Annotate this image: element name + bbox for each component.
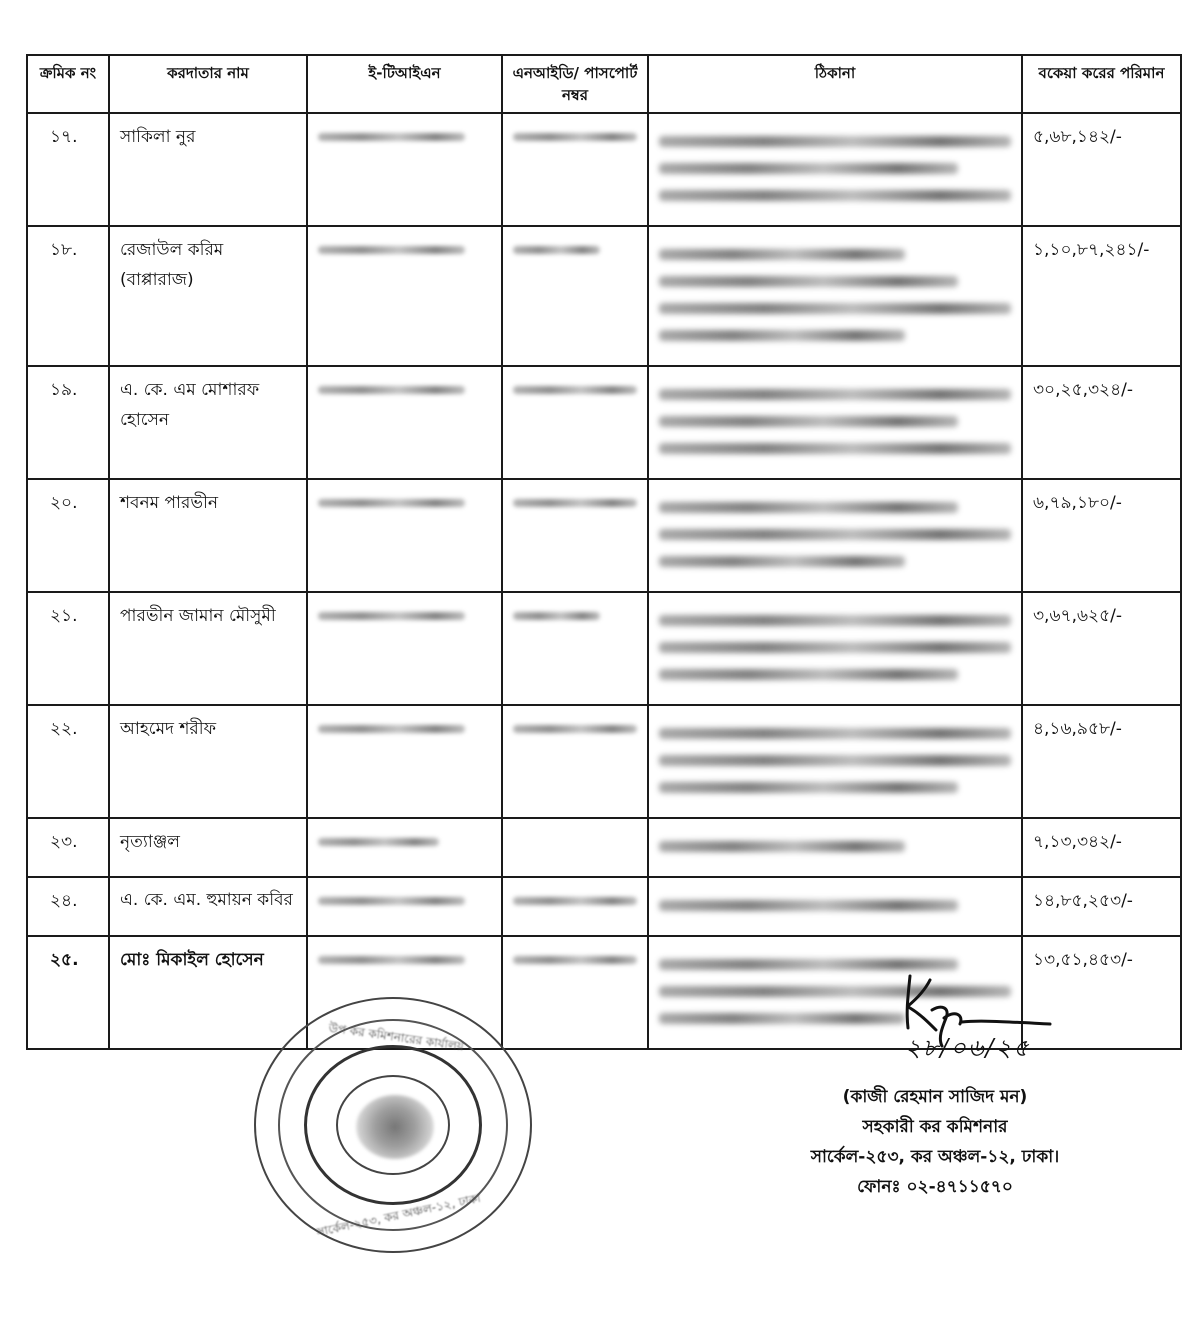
address-cell-redacted [648, 877, 1022, 936]
name-cell: পারভীন জামান মৌসুমী [109, 592, 307, 705]
address-cell-redacted [648, 818, 1022, 877]
name-cell: সাকিলা নুর [109, 113, 307, 226]
amount-cell: ১৩,৫১,৪৫৩/- [1022, 936, 1181, 1049]
table-row [27, 705, 1181, 818]
name-cell: মোঃ মিকাইল হোসেন [109, 936, 307, 1049]
address-cell-redacted [648, 366, 1022, 479]
etin-cell-redacted [307, 226, 502, 366]
seal-text-bottom: সার্কেল-২৫৩, কর অঞ্চল-১২, ঢাকা [315, 1190, 482, 1240]
serial-cell: ২৪. [27, 877, 109, 936]
address-cell-redacted [648, 592, 1022, 705]
etin-cell-redacted [307, 592, 502, 705]
name-cell: নৃত্যাঞ্জল [109, 818, 307, 877]
nid-cell-redacted [502, 226, 648, 366]
header-nid: এনআইডি/ পাসপোর্ট নম্বর [502, 55, 648, 113]
nid-cell-redacted [502, 818, 648, 877]
amount-cell: ১৪,৮৫,২৫৩/- [1022, 877, 1181, 936]
serial-cell: ২৩. [27, 818, 109, 877]
address-cell-redacted [648, 113, 1022, 226]
nid-cell-redacted [502, 366, 648, 479]
amount-cell: ১,১০,৮৭,২৪১/- [1022, 226, 1181, 366]
header-address: ঠিকানা [648, 55, 1022, 113]
official-seal [254, 997, 532, 1253]
amount-cell: ৬,৭৯,১৮০/- [1022, 479, 1181, 592]
etin-cell-redacted [307, 366, 502, 479]
serial-cell: ২২. [27, 705, 109, 818]
header-name: করদাতার নাম [109, 55, 307, 113]
name-cell: শবনম পারভীন [109, 479, 307, 592]
name-cell: আহমেদ শরীফ [109, 705, 307, 818]
amount-cell: ৫,৬৮,১৪২/- [1022, 113, 1181, 226]
officer-designation: সহকারী কর কমিশনার [862, 1117, 1008, 1137]
table-row [27, 818, 1181, 877]
header-etin: ই-টিআইএন [307, 55, 502, 113]
etin-cell-redacted [307, 705, 502, 818]
table-row [27, 877, 1181, 936]
etin-cell-redacted [307, 818, 502, 877]
nid-cell-redacted [502, 936, 648, 1049]
nid-cell-redacted [502, 592, 648, 705]
table-header-row [27, 55, 1181, 113]
officer-office: সার্কেল-২৫৩, কর অঞ্চল-১২, ঢাকা। [810, 1147, 1060, 1167]
amount-cell: ৩০,২৫,৩২৪/- [1022, 366, 1181, 479]
address-cell-redacted [648, 705, 1022, 818]
name-cell: রেজাউল করিম (বাপ্পারাজ) [109, 226, 307, 366]
address-cell-redacted [648, 479, 1022, 592]
address-cell-redacted [648, 226, 1022, 366]
nid-cell-redacted [502, 113, 648, 226]
officer-phone: ফোনঃ ০২-৪৭১১৫৭০ [857, 1177, 1013, 1197]
officer-name: (কাজী রেহমান সাজিদ মন) [842, 1087, 1028, 1107]
tax-defaulter-table [26, 54, 1182, 1050]
tax-defaulter-table-wrap [26, 54, 1180, 1050]
amount-cell: ৭,১৩,৩৪২/- [1022, 818, 1181, 877]
nid-cell-redacted [502, 877, 648, 936]
nid-cell-redacted [502, 479, 648, 592]
seal-emblem-icon [356, 1095, 434, 1159]
seal-text-top: উপ কর কমিশনারের কার্যালয় [327, 1020, 465, 1054]
header-amount: বকেয়া করের পরিমান [1022, 55, 1181, 113]
name-cell: এ. কে. এম মোশারফ হোসেন [109, 366, 307, 479]
serial-cell: ২৫. [27, 936, 109, 1049]
header-serial: ক্রমিক নং [27, 55, 109, 113]
serial-cell: ১৭. [27, 113, 109, 226]
serial-cell: ২০. [27, 479, 109, 592]
serial-cell: ১৮. [27, 226, 109, 366]
name-cell: এ. কে. এম. হুমায়ন কবির [109, 877, 307, 936]
etin-cell-redacted [307, 113, 502, 226]
amount-cell: ৪,১৬,৯৫৮/- [1022, 705, 1181, 818]
table-row [27, 366, 1181, 479]
etin-cell-redacted [307, 479, 502, 592]
table-row [27, 479, 1181, 592]
nid-cell-redacted [502, 705, 648, 818]
etin-cell-redacted [307, 877, 502, 936]
serial-cell: ১৯. [27, 366, 109, 479]
table-row [27, 226, 1181, 366]
officer-block [760, 1082, 1110, 1202]
table-row [27, 113, 1181, 226]
signature-date: ২৮/০৬/২৫ [905, 1034, 1031, 1062]
serial-cell: ২১. [27, 592, 109, 705]
amount-cell: ৩,৬৭,৬২৫/- [1022, 592, 1181, 705]
table-row [27, 592, 1181, 705]
